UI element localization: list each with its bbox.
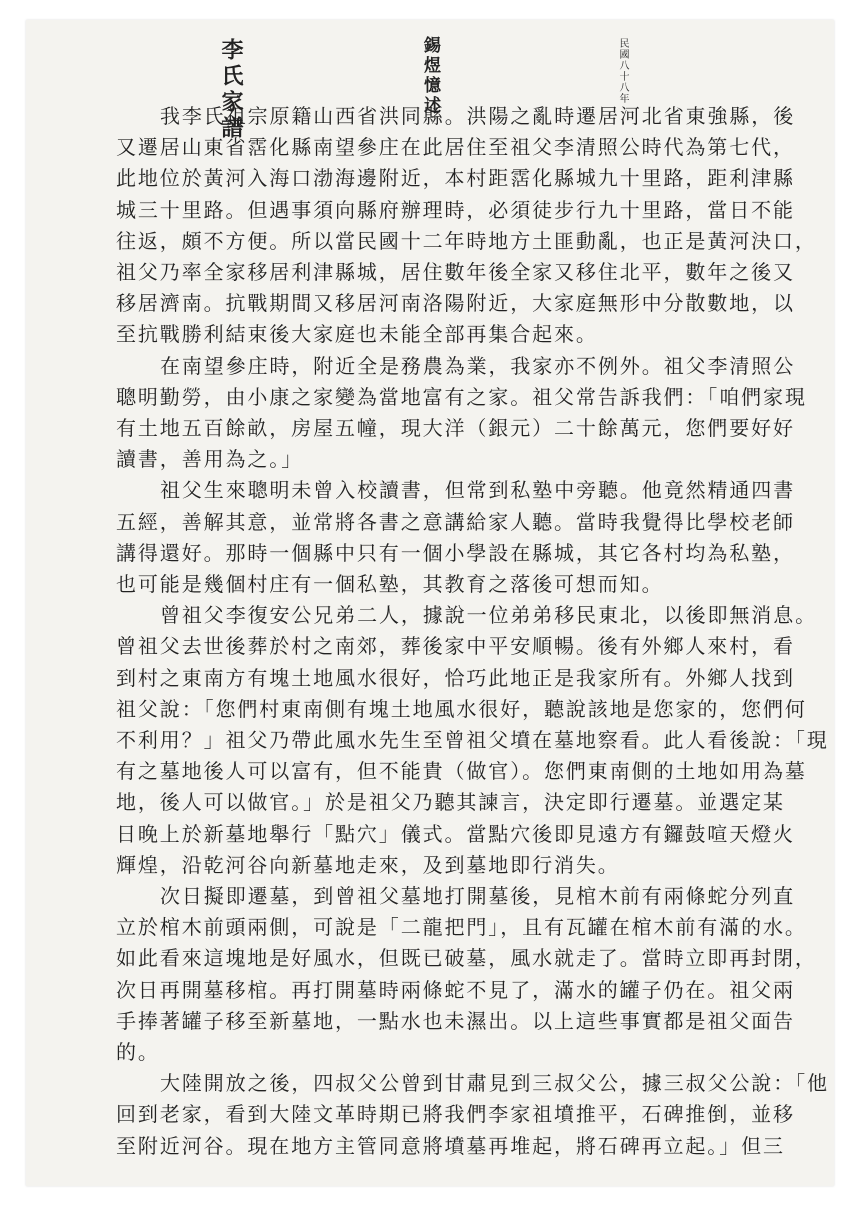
- text-line: 有土地五百餘畝，房屋五幢，現大洋（銀元）二十餘萬元，您們要好好: [116, 416, 795, 440]
- text-line: 輝煌，沿乾河谷向新墓地走來，及到墓地即行消失。: [116, 852, 620, 877]
- text-line: 也可能是幾個村庄有一個私塾，其教育之落後可想而知。: [116, 572, 664, 596]
- text-line: 講得還好。那時一個縣中只有一個小學設在縣城，其它各村均為私塾，: [116, 540, 795, 565]
- text-line: 立於棺木前頭兩側，可說是「二龍把門」，且有瓦罐在棺木前有滿的水。: [116, 915, 807, 940]
- date-label: 民國八十八年: [617, 38, 628, 104]
- text-line: 到村之東南方有塊土地風水很好，恰巧此地正是我家所有。外鄉人找到: [116, 665, 795, 690]
- text-line: 祖父說：「您們村東南側有塊土地風水很好，聽說該地是您家的，您們何: [116, 696, 807, 721]
- text-line: 城三十里路。但遇事須向縣府辦理時，必須徒步行九十里路，當日不能: [116, 197, 795, 222]
- text-line: 如此看來這塊地是好風水，但既已破墓，風水就走了。當時立即再封閉，: [116, 946, 817, 971]
- text-line: 手捧著罐子移至新墓地，一點水也未濕出。以上這些事實都是祖父面告: [116, 1008, 795, 1033]
- text-line: 聰明勤勞，由小康之家變為當地富有之家。祖父常告訴我們：「咱們家現: [116, 384, 807, 409]
- text-line: 祖父生來聰明未曾入校讀書，但常到私塾中旁聽。他竟然精通四書: [160, 478, 796, 503]
- text-line: 在南望參庄時，附近全是務農為業，我家亦不例外。祖父李清照公: [160, 353, 796, 378]
- document-page: [26, 20, 834, 1186]
- text-line: 往返，頗不方便。所以當民國十二年時地方土匪動亂，也正是黃河決口，: [116, 228, 817, 253]
- text-line: 五經，善解其意，並常將各書之意講給家人聽。當時我覺得比學校老師: [116, 509, 795, 534]
- text-line: 我李氏祖宗原籍山西省洪同縣。洪陽之亂時遷居河北省東強縣，後: [160, 104, 796, 128]
- text-line: 大陸開放之後，四叔父公曾到甘肅見到三叔父公，據三叔父公說：「他: [160, 1071, 829, 1096]
- text-line: 又遷居山東省霑化縣南望參庄在此居住至祖父李清照公時代為第七代，: [116, 135, 795, 160]
- text-line: 至附近河谷。現在地方主管同意將墳墓再堆起，將石碑再立起。」但三: [116, 1133, 785, 1158]
- text-line: 有之墓地後人可以富有，但不能貴（做官）。您們東南側的土地如用為墓: [116, 759, 807, 784]
- text-line: 次日再開墓移棺。再打開墓時兩條蛇不見了，滿水的罐子仍在。祖父兩: [116, 977, 795, 1002]
- text-line: 移居濟南。抗戰期間又移居河南洛陽附近，大家庭無形中分散數地，以: [116, 291, 795, 316]
- author-credit: 錫煜憶述: [420, 36, 440, 116]
- document-title: 李氏家譜: [218, 38, 244, 142]
- text-line: 日晚上於新墓地舉行「點穴」儀式。當點穴後即見遠方有鑼鼓喧天燈火: [116, 821, 795, 846]
- text-line: 曾祖父李復安公兄弟二人，據說一位弟弟移民東北，以後即無消息。: [160, 603, 817, 628]
- text-line: 的。: [116, 1040, 160, 1064]
- text-line: 此地位於黃河入海口渤海邊附近，本村距霑化縣城九十里路，距利津縣: [116, 166, 795, 191]
- text-line: 曾祖父去世後葬於村之南郊，葬後家中平安順暢。後有外鄉人來村，看: [116, 634, 795, 659]
- text-line: 至抗戰勝利結束後大家庭也未能全部再集合起來。: [116, 322, 598, 347]
- text-line: 地，後人可以做官。」於是祖父乃聽其諫言，決定即行遷墓。並選定某: [116, 790, 785, 815]
- text-line: 回到老家，看到大陸文革時期已將我們李家祖墳推平，石碑推倒，並移: [116, 1102, 795, 1127]
- text-line: 祖父乃率全家移居利津縣城，居住數年後全家又移住北平，數年之後又: [116, 260, 795, 284]
- text-line: 不利用？」祖父乃帶此風水先生至曾祖父墳在墓地察看。此人看後說：「現: [116, 728, 829, 752]
- text-line: 次日擬即遷墓，到曾祖父墓地打開墓後，見棺木前有兩條蛇分列直: [160, 884, 796, 908]
- text-line: 讀書，善用為之。」: [116, 447, 304, 472]
